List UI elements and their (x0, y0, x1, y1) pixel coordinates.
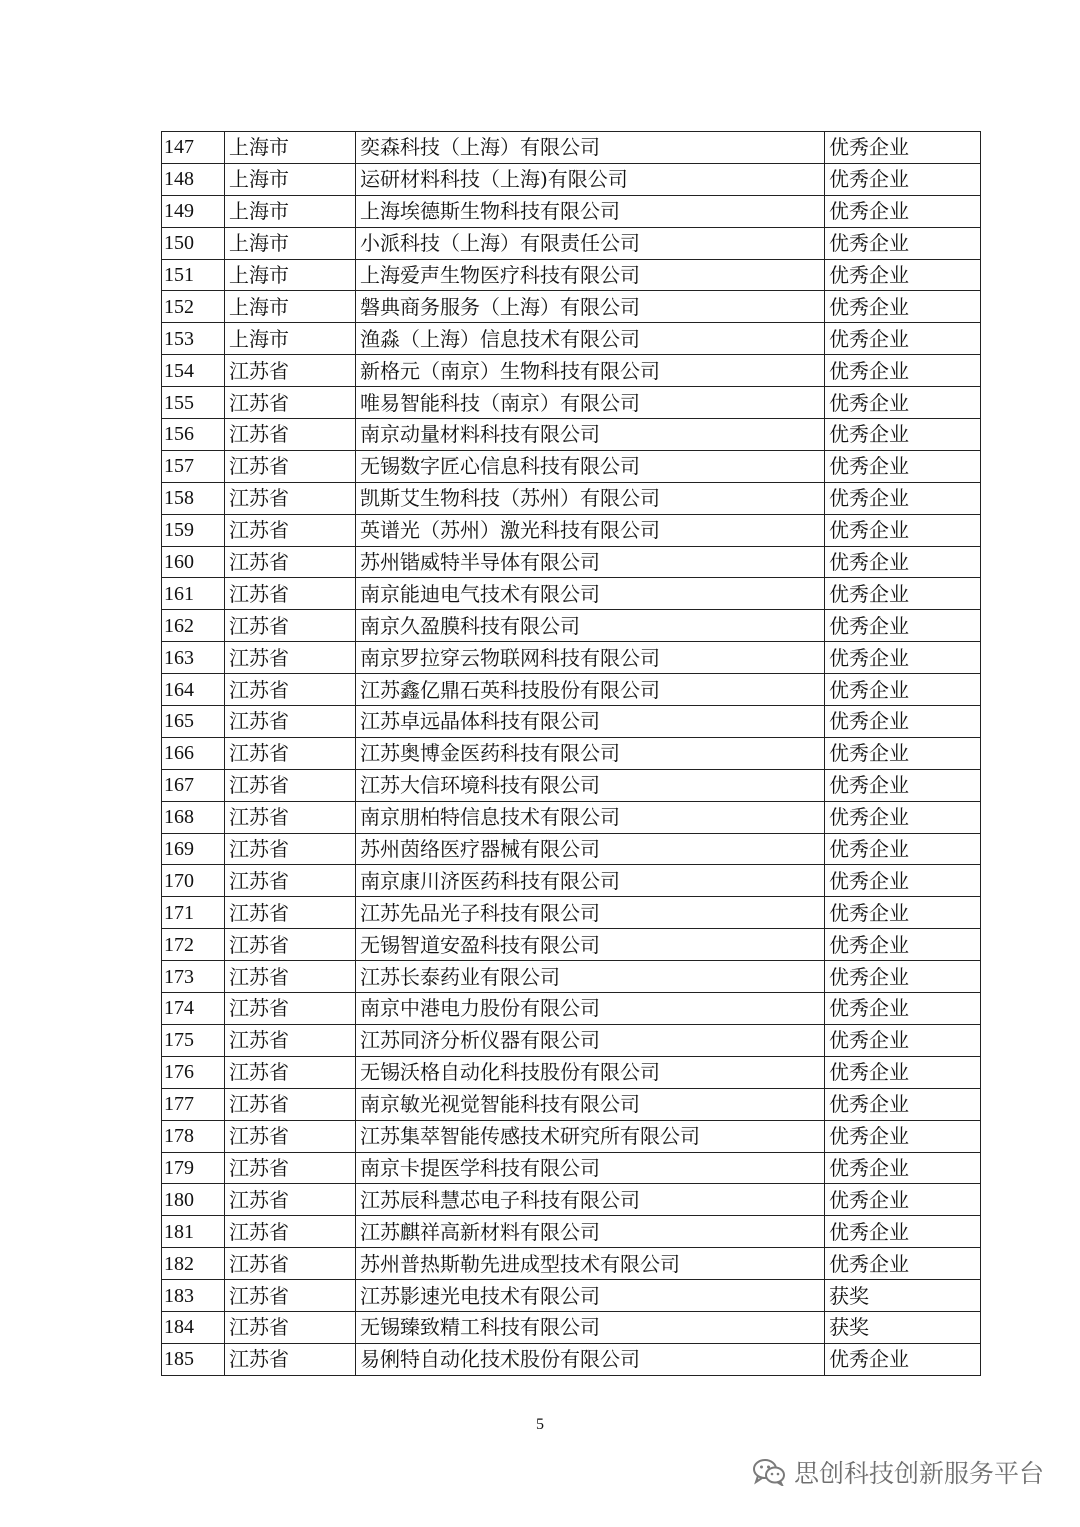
region-cell: 上海市 (225, 132, 356, 164)
table-row (162, 291, 981, 323)
award-cell: 优秀企业 (825, 706, 981, 738)
region-cell: 江苏省 (225, 1088, 356, 1120)
company-name-cell: 无锡数字匠心信息科技有限公司 (356, 450, 825, 482)
region-cell: 江苏省 (225, 865, 356, 897)
table-row (162, 865, 981, 897)
award-cell: 优秀企业 (825, 323, 981, 355)
region-cell: 江苏省 (225, 929, 356, 961)
table-body (162, 132, 981, 1376)
company-name-cell: 英谱光（苏州）激光科技有限公司 (356, 514, 825, 546)
row-number-cell: 159 (162, 514, 225, 546)
award-cell: 优秀企业 (825, 387, 981, 419)
table-row (162, 419, 981, 451)
table-row (162, 1343, 981, 1375)
table-row (162, 514, 981, 546)
table-row (162, 706, 981, 738)
table-row (162, 323, 981, 355)
row-number-cell: 148 (162, 163, 225, 195)
table-row (162, 1280, 981, 1312)
table-row (162, 1120, 981, 1152)
row-number-cell: 174 (162, 993, 225, 1025)
wechat-icon (752, 1458, 786, 1486)
company-name-cell: 南京敏光视觉智能科技有限公司 (356, 1088, 825, 1120)
region-cell: 江苏省 (225, 1056, 356, 1088)
company-name-cell: 无锡智道安盈科技有限公司 (356, 929, 825, 961)
region-cell: 上海市 (225, 163, 356, 195)
region-cell: 江苏省 (225, 769, 356, 801)
table-row (162, 1024, 981, 1056)
row-number-cell: 184 (162, 1311, 225, 1343)
company-name-cell: 江苏鑫亿鼎石英科技股份有限公司 (356, 674, 825, 706)
watermark-text: 思创科技创新服务平台 (793, 1459, 1044, 1488)
row-number-cell: 147 (162, 132, 225, 164)
table-row (162, 1088, 981, 1120)
row-number-cell: 161 (162, 578, 225, 610)
region-cell: 江苏省 (225, 1152, 356, 1184)
award-cell: 优秀企业 (825, 610, 981, 642)
awards-table (161, 131, 981, 1376)
row-number-cell: 152 (162, 291, 225, 323)
award-cell: 优秀企业 (825, 737, 981, 769)
award-cell: 优秀企业 (825, 132, 981, 164)
table-row (162, 450, 981, 482)
award-cell: 优秀企业 (825, 1152, 981, 1184)
company-name-cell: 易俐特自动化技术股份有限公司 (356, 1343, 825, 1375)
company-name-cell: 无锡臻致精工科技有限公司 (356, 1311, 825, 1343)
table-row (162, 1056, 981, 1088)
row-number-cell: 183 (162, 1280, 225, 1312)
company-name-cell: 唯易智能科技（南京）有限公司 (356, 387, 825, 419)
award-cell: 优秀企业 (825, 195, 981, 227)
table-row (162, 929, 981, 961)
company-name-cell: 江苏奥博金医药科技有限公司 (356, 737, 825, 769)
award-cell: 优秀企业 (825, 1120, 981, 1152)
table-row (162, 674, 981, 706)
table-row (162, 1152, 981, 1184)
award-cell: 优秀企业 (825, 355, 981, 387)
row-number-cell: 182 (162, 1248, 225, 1280)
table-row (162, 1216, 981, 1248)
company-name-cell: 新格元（南京）生物科技有限公司 (356, 355, 825, 387)
region-cell: 江苏省 (225, 546, 356, 578)
company-name-cell: 上海埃德斯生物科技有限公司 (356, 195, 825, 227)
region-cell: 江苏省 (225, 1024, 356, 1056)
row-number-cell: 176 (162, 1056, 225, 1088)
region-cell: 江苏省 (225, 642, 356, 674)
company-name-cell: 南京久盈膜科技有限公司 (356, 610, 825, 642)
region-cell: 江苏省 (225, 387, 356, 419)
company-name-cell: 江苏影速光电技术有限公司 (356, 1280, 825, 1312)
company-name-cell: 南京卡提医学科技有限公司 (356, 1152, 825, 1184)
company-name-cell: 江苏卓远晶体科技有限公司 (356, 706, 825, 738)
table-row (162, 387, 981, 419)
company-name-cell: 奕森科技（上海）有限公司 (356, 132, 825, 164)
company-name-cell: 上海爱声生物医疗科技有限公司 (356, 259, 825, 291)
row-number-cell: 151 (162, 259, 225, 291)
award-cell: 优秀企业 (825, 259, 981, 291)
company-name-cell: 南京能迪电气技术有限公司 (356, 578, 825, 610)
table-row (162, 1184, 981, 1216)
row-number-cell: 172 (162, 929, 225, 961)
table-row (162, 482, 981, 514)
row-number-cell: 185 (162, 1343, 225, 1375)
company-name-cell: 南京康川济医药科技有限公司 (356, 865, 825, 897)
row-number-cell: 153 (162, 323, 225, 355)
award-cell: 优秀企业 (825, 546, 981, 578)
row-number-cell: 158 (162, 482, 225, 514)
row-number-cell: 167 (162, 769, 225, 801)
company-name-cell: 江苏集萃智能传感技术研究所有限公司 (356, 1120, 825, 1152)
award-cell: 优秀企业 (825, 642, 981, 674)
table-row (162, 1248, 981, 1280)
table-row (162, 961, 981, 993)
region-cell: 江苏省 (225, 1280, 356, 1312)
company-name-cell: 渔淼（上海）信息技术有限公司 (356, 323, 825, 355)
company-name-cell: 江苏同济分析仪器有限公司 (356, 1024, 825, 1056)
row-number-cell: 149 (162, 195, 225, 227)
row-number-cell: 169 (162, 833, 225, 865)
table-row (162, 132, 981, 164)
region-cell: 江苏省 (225, 578, 356, 610)
row-number-cell: 154 (162, 355, 225, 387)
award-cell: 优秀企业 (825, 769, 981, 801)
award-cell: 优秀企业 (825, 227, 981, 259)
region-cell: 上海市 (225, 323, 356, 355)
row-number-cell: 171 (162, 897, 225, 929)
table-row (162, 897, 981, 929)
award-cell: 优秀企业 (825, 961, 981, 993)
table-row (162, 737, 981, 769)
company-name-cell: 南京动量材料科技有限公司 (356, 419, 825, 451)
row-number-cell: 168 (162, 801, 225, 833)
company-name-cell: 江苏长泰药业有限公司 (356, 961, 825, 993)
award-cell: 获奖 (825, 1311, 981, 1343)
award-cell: 优秀企业 (825, 1343, 981, 1375)
region-cell: 江苏省 (225, 1184, 356, 1216)
region-cell: 江苏省 (225, 833, 356, 865)
award-cell: 优秀企业 (825, 1024, 981, 1056)
row-number-cell: 163 (162, 642, 225, 674)
region-cell: 江苏省 (225, 1343, 356, 1375)
award-cell: 优秀企业 (825, 1216, 981, 1248)
award-cell: 优秀企业 (825, 801, 981, 833)
region-cell: 江苏省 (225, 419, 356, 451)
region-cell: 上海市 (225, 227, 356, 259)
row-number-cell: 181 (162, 1216, 225, 1248)
region-cell: 江苏省 (225, 706, 356, 738)
region-cell: 上海市 (225, 195, 356, 227)
award-cell: 优秀企业 (825, 291, 981, 323)
table-row (162, 993, 981, 1025)
region-cell: 江苏省 (225, 674, 356, 706)
row-number-cell: 155 (162, 387, 225, 419)
company-name-cell: 凯斯艾生物科技（苏州）有限公司 (356, 482, 825, 514)
table-row (162, 227, 981, 259)
row-number-cell: 165 (162, 706, 225, 738)
region-cell: 江苏省 (225, 482, 356, 514)
region-cell: 江苏省 (225, 1120, 356, 1152)
award-cell: 优秀企业 (825, 163, 981, 195)
award-cell: 优秀企业 (825, 1088, 981, 1120)
row-number-cell: 178 (162, 1120, 225, 1152)
table-row (162, 769, 981, 801)
award-cell: 优秀企业 (825, 833, 981, 865)
award-cell: 获奖 (825, 1280, 981, 1312)
award-cell: 优秀企业 (825, 450, 981, 482)
award-cell: 优秀企业 (825, 482, 981, 514)
row-number-cell: 157 (162, 450, 225, 482)
region-cell: 江苏省 (225, 897, 356, 929)
table-row (162, 610, 981, 642)
table-row (162, 833, 981, 865)
company-name-cell: 南京朋柏特信息技术有限公司 (356, 801, 825, 833)
award-cell: 优秀企业 (825, 419, 981, 451)
award-cell: 优秀企业 (825, 514, 981, 546)
company-name-cell: 苏州茵络医疗器械有限公司 (356, 833, 825, 865)
region-cell: 江苏省 (225, 450, 356, 482)
region-cell: 江苏省 (225, 514, 356, 546)
watermark (752, 1454, 1044, 1490)
row-number-cell: 170 (162, 865, 225, 897)
award-cell: 优秀企业 (825, 1184, 981, 1216)
row-number-cell: 164 (162, 674, 225, 706)
award-cell: 优秀企业 (825, 1248, 981, 1280)
table-row (162, 801, 981, 833)
table-row (162, 259, 981, 291)
row-number-cell: 166 (162, 737, 225, 769)
row-number-cell: 180 (162, 1184, 225, 1216)
company-name-cell: 无锡沃格自动化科技股份有限公司 (356, 1056, 825, 1088)
company-name-cell: 江苏麒祥高新材料有限公司 (356, 1216, 825, 1248)
company-name-cell: 江苏大信环境科技有限公司 (356, 769, 825, 801)
company-name-cell: 江苏先品光子科技有限公司 (356, 897, 825, 929)
region-cell: 江苏省 (225, 355, 356, 387)
award-cell: 优秀企业 (825, 578, 981, 610)
region-cell: 上海市 (225, 259, 356, 291)
region-cell: 江苏省 (225, 610, 356, 642)
row-number-cell: 160 (162, 546, 225, 578)
table-row (162, 578, 981, 610)
company-name-cell: 南京罗拉穿云物联网科技有限公司 (356, 642, 825, 674)
region-cell: 江苏省 (225, 737, 356, 769)
award-cell: 优秀企业 (825, 897, 981, 929)
company-name-cell: 运研材料科技（上海)有限公司 (356, 163, 825, 195)
table-row (162, 642, 981, 674)
company-name-cell: 小派科技（上海）有限责任公司 (356, 227, 825, 259)
award-cell: 优秀企业 (825, 674, 981, 706)
table-row (162, 163, 981, 195)
row-number-cell: 150 (162, 227, 225, 259)
company-name-cell: 磐典商务服务（上海）有限公司 (356, 291, 825, 323)
award-cell: 优秀企业 (825, 1056, 981, 1088)
region-cell: 江苏省 (225, 1311, 356, 1343)
page-number: 5 (536, 1416, 544, 1433)
award-cell: 优秀企业 (825, 993, 981, 1025)
company-name-cell: 苏州锴威特半导体有限公司 (356, 546, 825, 578)
table-row (162, 1311, 981, 1343)
company-name-cell: 江苏辰科慧芯电子科技有限公司 (356, 1184, 825, 1216)
table-row (162, 195, 981, 227)
table-row (162, 546, 981, 578)
row-number-cell: 177 (162, 1088, 225, 1120)
row-number-cell: 179 (162, 1152, 225, 1184)
row-number-cell: 162 (162, 610, 225, 642)
region-cell: 江苏省 (225, 993, 356, 1025)
region-cell: 上海市 (225, 291, 356, 323)
company-name-cell: 南京中港电力股份有限公司 (356, 993, 825, 1025)
award-cell: 优秀企业 (825, 929, 981, 961)
row-number-cell: 173 (162, 961, 225, 993)
row-number-cell: 175 (162, 1024, 225, 1056)
region-cell: 江苏省 (225, 1248, 356, 1280)
region-cell: 江苏省 (225, 801, 356, 833)
region-cell: 江苏省 (225, 1216, 356, 1248)
table-row (162, 355, 981, 387)
region-cell: 江苏省 (225, 961, 356, 993)
company-name-cell: 苏州普热斯勒先进成型技术有限公司 (356, 1248, 825, 1280)
row-number-cell: 156 (162, 419, 225, 451)
award-cell: 优秀企业 (825, 865, 981, 897)
